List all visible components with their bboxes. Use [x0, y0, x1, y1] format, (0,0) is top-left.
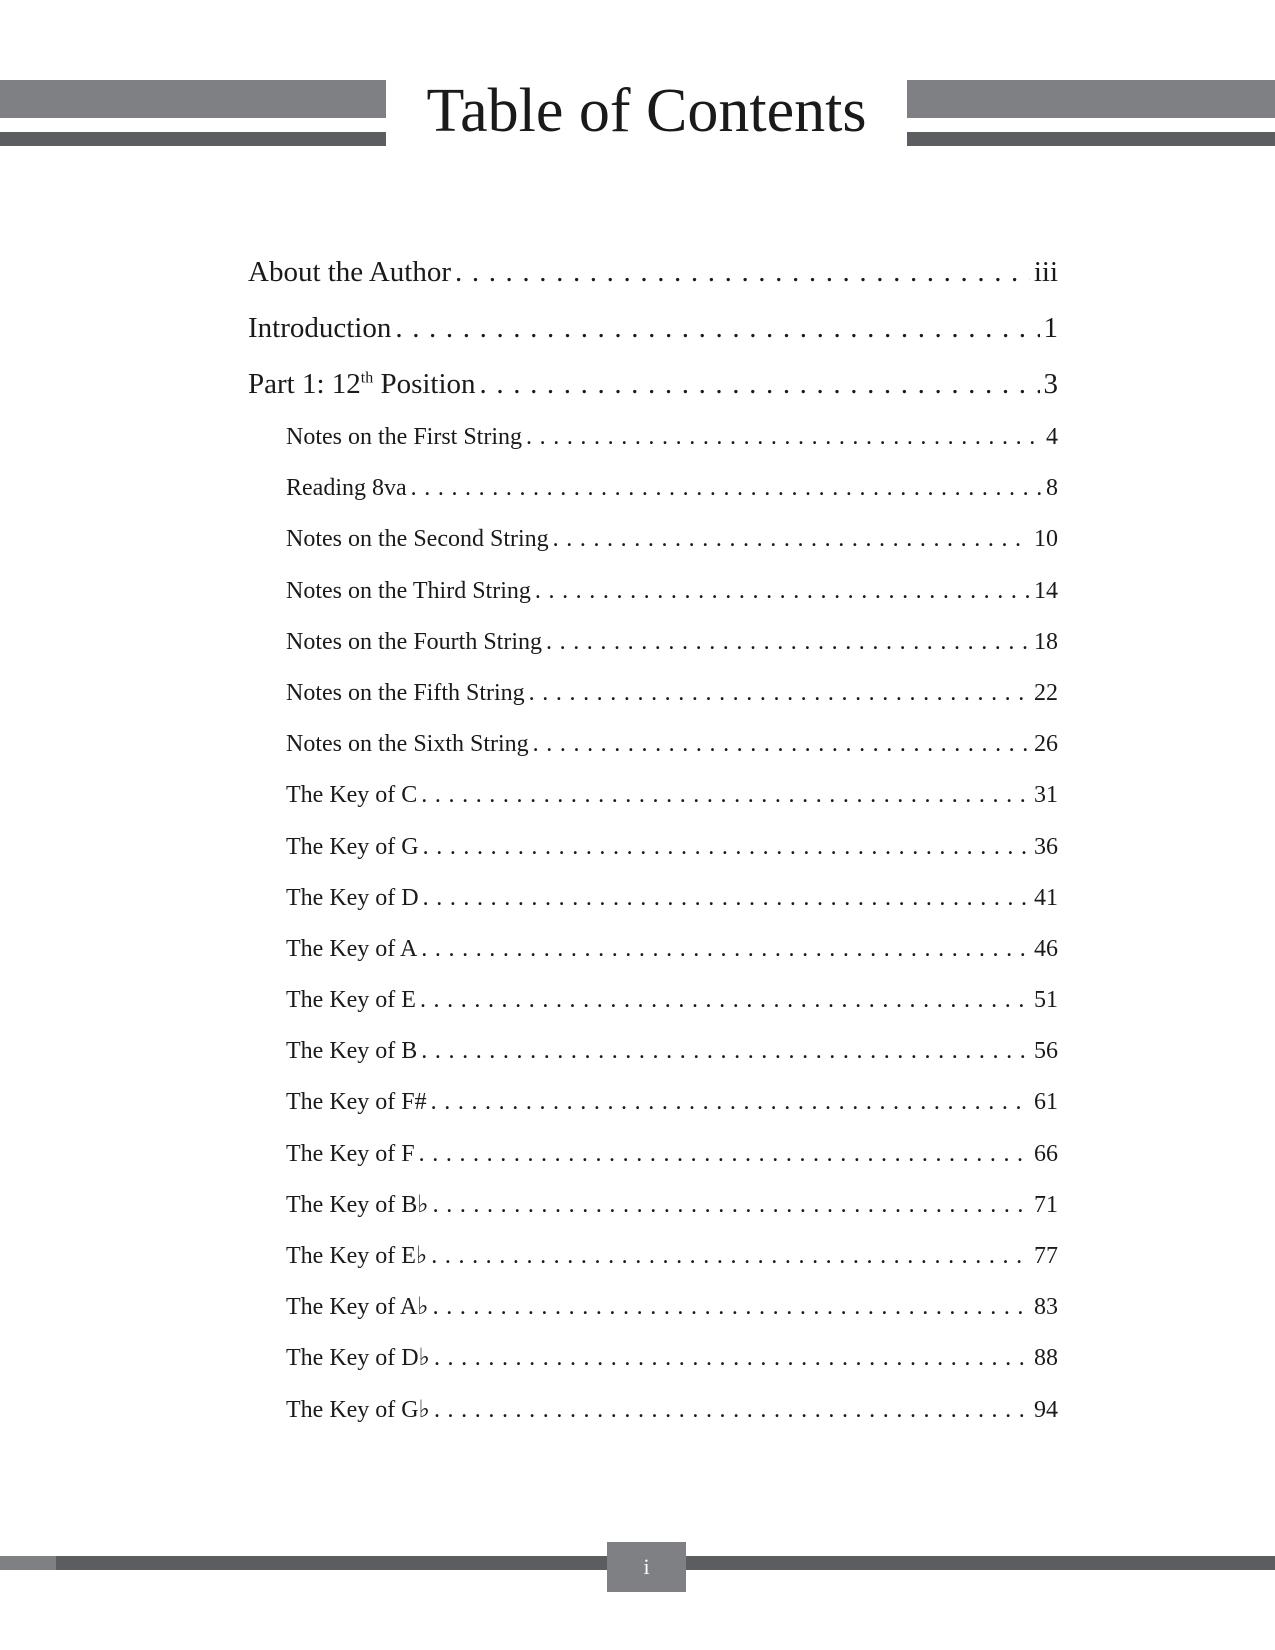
toc-entry-page-number: 3 [1043, 368, 1058, 400]
toc-entry-superscript: th [360, 369, 374, 387]
toc-entry-title-text: Part 1: 12 [248, 368, 361, 400]
toc-entry-title [286, 873, 419, 924]
toc-entry-title [286, 1077, 427, 1128]
toc-entry-title [286, 1231, 427, 1282]
toc-entry-page-number: 61 [1034, 1089, 1058, 1116]
toc-entry-page-number: 77 [1034, 1243, 1058, 1269]
table-of-contents [248, 244, 1058, 1436]
toc-entry-page-number: 18 [1034, 628, 1058, 655]
toc-entry[interactable] [248, 1231, 1058, 1282]
toc-entry-title-text: Notes on the Second String [286, 526, 549, 553]
toc-entry[interactable] [248, 244, 1058, 300]
toc-entry-title-text: The Key of G♭ [286, 1396, 430, 1423]
toc-entry-title [286, 1026, 417, 1077]
dot-leader [529, 668, 1030, 719]
toc-entry[interactable] [248, 1180, 1058, 1231]
toc-entry-title [286, 668, 525, 719]
dot-leader [423, 822, 1030, 873]
dot-leader [533, 719, 1030, 770]
toc-entry[interactable] [248, 1026, 1058, 1077]
toc-entry-title [286, 566, 531, 617]
toc-entry[interactable] [248, 719, 1058, 770]
toc-entry-title-text: Introduction [248, 312, 392, 344]
toc-entry[interactable] [248, 1385, 1058, 1436]
toc-entry[interactable] [248, 1129, 1058, 1180]
dot-leader [535, 566, 1030, 617]
toc-entry-page-number: 1 [1043, 312, 1058, 344]
toc-entry-title-text: The Key of E [286, 987, 416, 1014]
dot-leader [455, 244, 1030, 300]
dot-leader [546, 617, 1030, 668]
toc-entry-title-text: The Key of F [286, 1140, 415, 1167]
toc-entry-title [286, 822, 419, 873]
dot-leader [420, 975, 1030, 1026]
toc-entry-page-number: 83 [1034, 1294, 1058, 1321]
toc-entry-page-number: 22 [1034, 679, 1058, 706]
toc-entry-title-text: The Key of F# [286, 1089, 427, 1116]
header-bar-left-bottom [0, 132, 386, 146]
dot-leader [526, 412, 1042, 463]
toc-entry-title [286, 617, 542, 668]
dot-leader [431, 1231, 1030, 1282]
toc-entry[interactable] [248, 873, 1058, 924]
toc-entry-title-suffix: Position [373, 368, 476, 400]
toc-entry-page-number: iii [1033, 256, 1058, 288]
toc-entry[interactable] [248, 1077, 1058, 1128]
toc-entry-title [248, 356, 476, 412]
dot-leader [423, 873, 1030, 924]
toc-entry-title [286, 1129, 415, 1180]
toc-entry-title-text: The Key of G [286, 833, 419, 860]
toc-entry[interactable] [248, 617, 1058, 668]
toc-entry-title [286, 1180, 429, 1231]
page-header [0, 0, 1275, 160]
toc-entry[interactable] [248, 822, 1058, 873]
toc-entry-page-number: 56 [1034, 1038, 1058, 1065]
toc-entry-title-text: The Key of C [286, 782, 418, 809]
toc-entry-title [286, 1282, 429, 1333]
toc-entry-title-text: The Key of A [286, 935, 418, 962]
toc-entry[interactable] [248, 463, 1058, 514]
dot-leader [421, 770, 1030, 821]
dot-leader [434, 1333, 1030, 1384]
toc-entry-page-number: 31 [1034, 782, 1058, 809]
toc-entry-page-number: 8 [1046, 475, 1058, 502]
toc-entry-title-text: The Key of D [286, 884, 419, 911]
toc-entry-page-number: 94 [1034, 1396, 1058, 1423]
dot-leader [419, 1129, 1030, 1180]
header-bar-right-bottom [907, 132, 1275, 146]
toc-entry-title-text: Notes on the Fourth String [286, 628, 542, 655]
toc-entry-page-number: 88 [1034, 1345, 1058, 1372]
toc-entry[interactable] [248, 668, 1058, 719]
toc-entry[interactable] [248, 566, 1058, 617]
header-bar-right-top [907, 80, 1275, 118]
toc-entry-page-number: 14 [1034, 577, 1058, 604]
dot-leader [480, 356, 1040, 412]
dot-leader [434, 1385, 1030, 1436]
page-number: i [607, 1542, 686, 1592]
toc-entry[interactable] [248, 975, 1058, 1026]
footer-bar-left-accent [0, 1556, 56, 1570]
toc-entry-title-text: The Key of D♭ [286, 1345, 430, 1372]
toc-entry-page-number: 4 [1046, 424, 1058, 450]
toc-entry-title [286, 1333, 430, 1384]
toc-entry[interactable] [248, 770, 1058, 821]
dot-leader [395, 300, 1039, 356]
dot-leader [433, 1180, 1030, 1231]
toc-entry-title-text: Notes on the Fifth String [286, 679, 525, 706]
toc-entry[interactable] [248, 924, 1058, 975]
toc-entry-title-text: The Key of B♭ [286, 1191, 429, 1218]
toc-entry-title [286, 719, 529, 770]
toc-entry-title [286, 975, 416, 1026]
toc-entry[interactable] [248, 1333, 1058, 1384]
toc-entry-title [248, 300, 391, 356]
toc-entry-title [286, 412, 522, 463]
toc-entry-page-number: 46 [1034, 935, 1058, 962]
toc-entry-page-number: 51 [1034, 987, 1058, 1014]
toc-entry[interactable] [248, 300, 1058, 356]
dot-leader [421, 924, 1030, 975]
toc-entry-page-number: 71 [1034, 1191, 1058, 1218]
dot-leader [431, 1077, 1030, 1128]
dot-leader [433, 1282, 1030, 1333]
toc-entry-title [286, 924, 417, 975]
toc-entry-title [248, 244, 451, 300]
toc-entry-page-number: 36 [1034, 833, 1058, 860]
toc-entry-page-number: 66 [1034, 1140, 1058, 1167]
toc-entry-title [286, 1385, 430, 1436]
toc-entry-page-number: 10 [1034, 526, 1058, 553]
toc-entry-page-number: 41 [1034, 884, 1058, 911]
toc-entry-title-text: Notes on the Third String [286, 577, 531, 604]
toc-entry-title-text: Notes on the Sixth String [286, 731, 529, 758]
toc-entry-title [286, 463, 407, 514]
toc-entry[interactable] [248, 1282, 1058, 1333]
toc-entry-title [286, 770, 417, 821]
dot-leader [421, 1026, 1030, 1077]
toc-entry-title-text: Reading 8va [286, 475, 407, 502]
toc-entry[interactable] [248, 356, 1058, 412]
toc-entry-title-text: About the Author [248, 256, 451, 288]
dot-leader [553, 514, 1030, 565]
toc-entry-title-text: The Key of B [286, 1038, 418, 1065]
header-bar-left-top [0, 80, 386, 118]
toc-entry-title [286, 514, 549, 565]
toc-entry-page-number: 26 [1034, 731, 1058, 758]
dot-leader [411, 463, 1042, 514]
page-title: Table of Contents [426, 77, 867, 145]
toc-entry[interactable] [248, 412, 1058, 463]
toc-entry[interactable] [248, 514, 1058, 565]
toc-entry-title-text: Notes on the First String [286, 424, 523, 450]
toc-entry-title-text: The Key of E♭ [286, 1243, 428, 1269]
toc-entry-title-text: The Key of A♭ [286, 1294, 429, 1321]
